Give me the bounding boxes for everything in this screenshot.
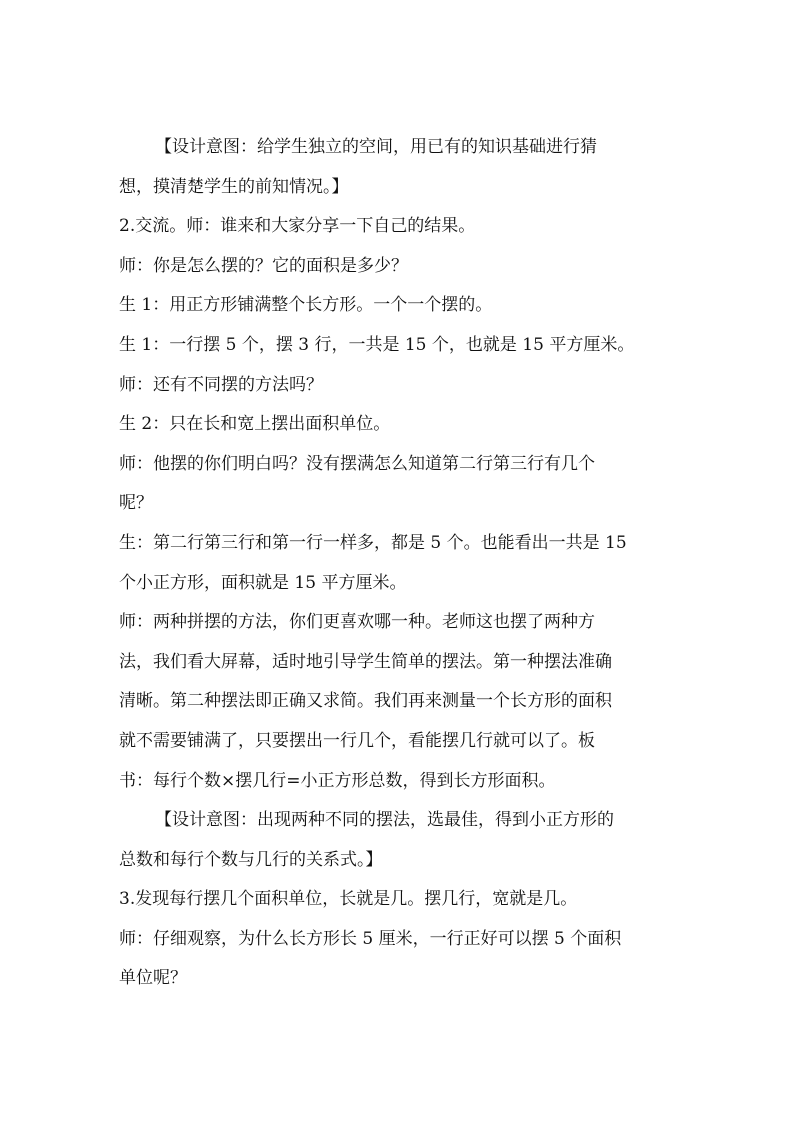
- teacher-followup-line: 师：还有不同摆的方法吗？: [119, 374, 323, 395]
- design-intent-paragraph-2-line-1: 【设计意图：出现两种不同的摆法，选最佳，得到小正方形的: [155, 810, 614, 831]
- design-intent-paragraph-1-line-1: 【设计意图：给学生独立的空间，用已有的知识基础进行猜: [155, 137, 597, 157]
- section-3-heading: 3.发现每行摆几个面积单位，长就是几。摆几行，宽就是几。: [119, 889, 578, 910]
- student-1-answer-line-2: 生 1：一行摆 5 个，摆 3 行，一共是 15 个，也就是 15 平方厘米。: [119, 334, 635, 355]
- teacher-question-3-line-1: 师：仔细观察，为什么长方形长 5 厘米，一行正好可以摆 5 个面积: [119, 928, 622, 949]
- student-1-answer-line-1: 生 1：用正方形铺满整个长方形。一个一个摆的。: [119, 295, 493, 316]
- design-intent-paragraph-2-line-2: 总数和每行个数与几行的关系式。】: [119, 849, 383, 870]
- student-answer-line-1: 生：第二行第三行和第一行一样多，都是 5 个。也能看出一共是 15: [119, 532, 627, 553]
- teacher-question-2-line-2: 呢？: [119, 493, 153, 514]
- teacher-question-2-line-1: 师：他摆的你们明白吗？没有摆满怎么知道第二行第三行有几个: [119, 453, 595, 474]
- design-intent-paragraph-1-line-2: 想，摸清楚学生的前知情况。】: [119, 176, 349, 197]
- document-body: [119, 128, 679, 999]
- teacher-summary-line-2: 法，我们看大屏幕，适时地引导学生简单的摆法。第一种摆法准确: [119, 651, 612, 672]
- teacher-summary-line-3: 清晰。第二种摆法即正确又求简。我们再来测量一个长方形的面积: [119, 691, 612, 712]
- student-answer-line-2: 个小正方形，面积就是 15 平方厘米。: [119, 572, 407, 593]
- board-note-line: 书：每行个数×摆几行=小正方形总数，得到长方形面积。: [119, 770, 556, 791]
- teacher-question-line: 师：你是怎么摆的？它的面积是多少？: [119, 255, 408, 276]
- teacher-summary-line-4: 就不需要铺满了，只要摆出一行几个，看能摆几行就可以了。板: [119, 730, 595, 751]
- teacher-question-3-line-2: 单位呢？: [119, 968, 187, 989]
- section-2-heading: 2.交流。师：谁来和大家分享一下自己的结果。: [119, 216, 476, 237]
- teacher-summary-line-1: 师：两种拼摆的方法，你们更喜欢哪一种。老师这也摆了两种方: [119, 612, 595, 633]
- student-2-answer-line: 生 2：只在长和宽上摆出面积单位。: [119, 414, 391, 435]
